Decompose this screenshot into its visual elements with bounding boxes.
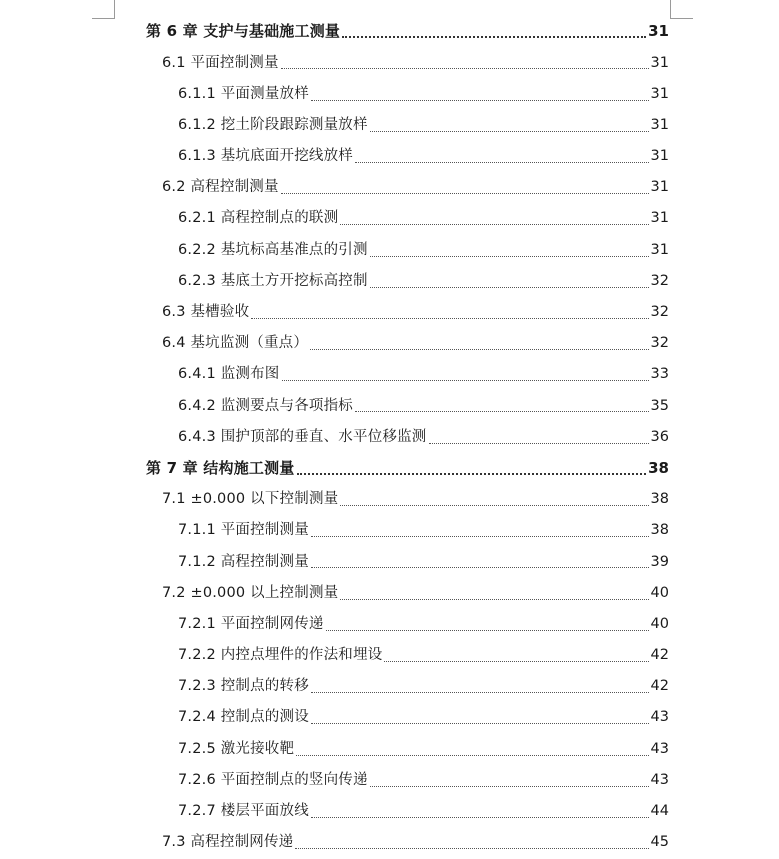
toc-entry-title: 7.2.3 控制点的转移 bbox=[178, 678, 309, 695]
toc-dot-leader bbox=[296, 755, 648, 756]
toc-page-number: 43 bbox=[650, 709, 669, 726]
toc-dot-leader bbox=[281, 193, 649, 194]
toc-entry-title: 7.2 ±0.000 以上控制测量 bbox=[162, 584, 339, 601]
toc-page-number: 39 bbox=[650, 553, 669, 570]
toc-dot-leader bbox=[429, 443, 649, 444]
toc-entry-9[interactable] bbox=[0, 297, 779, 328]
toc-page-number: 32 bbox=[650, 335, 669, 352]
toc-entry-title: 7.1.2 高程控制测量 bbox=[178, 553, 309, 570]
toc-entry-title: 7.2.7 楼层平面放线 bbox=[178, 803, 309, 820]
toc-entry-14[interactable] bbox=[0, 453, 779, 484]
toc-page-number: 31 bbox=[650, 241, 669, 258]
toc-dot-leader bbox=[340, 599, 648, 600]
toc-dot-leader bbox=[297, 473, 647, 475]
toc-entry-4[interactable] bbox=[0, 141, 779, 172]
toc-entry-1[interactable] bbox=[0, 47, 779, 78]
toc-page-number: 31 bbox=[650, 116, 669, 133]
toc-dot-leader bbox=[310, 349, 648, 350]
toc-entry-26[interactable] bbox=[0, 827, 779, 858]
toc-dot-leader bbox=[282, 380, 649, 381]
toc-dot-leader bbox=[370, 131, 649, 132]
toc-page-number: 45 bbox=[650, 834, 669, 851]
toc-entry-title: 7.2.4 控制点的测设 bbox=[178, 709, 309, 726]
toc-entry-title: 6.3 基槽验收 bbox=[162, 304, 250, 321]
toc-entry-title: 6.1 平面控制测量 bbox=[162, 54, 279, 71]
toc-dot-leader bbox=[370, 256, 649, 257]
toc-page-number: 31 bbox=[650, 210, 669, 227]
toc-entry-7[interactable] bbox=[0, 234, 779, 265]
toc-page-number: 42 bbox=[650, 647, 669, 664]
toc-entry-title: 7.3 高程控制网传递 bbox=[162, 834, 294, 851]
toc-entry-title: 6.2.2 基坑标高基准点的引测 bbox=[178, 241, 368, 258]
toc-entry-24[interactable] bbox=[0, 765, 779, 796]
toc-entry-title: 6.1.2 挖土阶段跟踪测量放样 bbox=[178, 116, 368, 133]
toc-page-number: 31 bbox=[650, 85, 669, 102]
toc-entry-12[interactable] bbox=[0, 390, 779, 421]
toc-entry-23[interactable] bbox=[0, 733, 779, 764]
toc-entry-6[interactable] bbox=[0, 203, 779, 234]
toc-entry-title: 6.2 高程控制测量 bbox=[162, 179, 279, 196]
toc-page-number: 38 bbox=[648, 458, 669, 477]
toc-entry-8[interactable] bbox=[0, 266, 779, 297]
toc-page-number: 43 bbox=[650, 771, 669, 788]
toc-dot-leader bbox=[370, 287, 649, 288]
toc-entry-title: 7.2.6 平面控制点的竖向传递 bbox=[178, 771, 368, 788]
toc-page-number: 40 bbox=[650, 584, 669, 601]
toc-dot-leader bbox=[355, 411, 649, 412]
toc-dot-leader bbox=[384, 661, 648, 662]
toc-dot-leader bbox=[295, 848, 648, 849]
toc-entry-title: 第 6 章 支护与基础施工测量 bbox=[146, 22, 341, 41]
toc-dot-leader bbox=[281, 68, 649, 69]
toc-page-number: 36 bbox=[650, 428, 669, 445]
toc-page-number: 40 bbox=[650, 615, 669, 632]
toc-entry-title: 7.1 ±0.000 以下控制测量 bbox=[162, 491, 339, 508]
toc-dot-leader bbox=[251, 318, 648, 319]
toc-page-number: 38 bbox=[650, 522, 669, 539]
toc-entry-2[interactable] bbox=[0, 78, 779, 109]
toc-page-number: 33 bbox=[650, 366, 669, 383]
toc-entry-18[interactable] bbox=[0, 577, 779, 608]
toc-entry-title: 6.4 基坑监测（重点） bbox=[162, 335, 309, 352]
toc-entry-title: 6.1.3 基坑底面开挖线放样 bbox=[178, 148, 354, 165]
toc-entry-22[interactable] bbox=[0, 702, 779, 733]
toc-dot-leader bbox=[355, 162, 649, 163]
toc-entry-title: 7.2.1 平面控制网传递 bbox=[178, 615, 324, 632]
toc-entry-3[interactable] bbox=[0, 110, 779, 141]
toc-entry-title: 6.2.3 基底土方开挖标高控制 bbox=[178, 272, 368, 289]
toc-entry-title: 7.2.5 激光接收靶 bbox=[178, 740, 295, 757]
toc-page-number: 35 bbox=[650, 397, 669, 414]
toc-page-number: 31 bbox=[648, 22, 669, 41]
toc-page-number: 42 bbox=[650, 678, 669, 695]
toc-entry-title: 7.1.1 平面控制测量 bbox=[178, 522, 309, 539]
toc-page-number: 31 bbox=[650, 54, 669, 71]
toc-page-number: 38 bbox=[650, 491, 669, 508]
toc-entry-17[interactable] bbox=[0, 546, 779, 577]
toc-dot-leader bbox=[340, 224, 648, 225]
toc-entry-25[interactable] bbox=[0, 796, 779, 827]
toc-dot-leader bbox=[311, 567, 649, 568]
toc-page-number: 43 bbox=[650, 740, 669, 757]
toc-page-number: 31 bbox=[650, 179, 669, 196]
toc-entry-title: 6.4.1 监测布图 bbox=[178, 366, 280, 383]
toc-page-number: 32 bbox=[650, 272, 669, 289]
toc-entry-5[interactable] bbox=[0, 172, 779, 203]
toc-entry-title: 6.4.3 围护顶部的垂直、水平位移监测 bbox=[178, 428, 427, 445]
toc-entry-title: 第 7 章 结构施工测量 bbox=[146, 458, 295, 477]
toc-dot-leader bbox=[342, 36, 646, 38]
toc-dot-leader bbox=[311, 723, 649, 724]
table-of-contents bbox=[0, 16, 779, 858]
toc-entry-20[interactable] bbox=[0, 640, 779, 671]
toc-page-number: 44 bbox=[650, 803, 669, 820]
toc-entry-11[interactable] bbox=[0, 359, 779, 390]
toc-entry-19[interactable] bbox=[0, 609, 779, 640]
toc-entry-16[interactable] bbox=[0, 515, 779, 546]
toc-entry-title: 6.2.1 高程控制点的联测 bbox=[178, 210, 339, 227]
toc-entry-0[interactable] bbox=[0, 16, 779, 47]
toc-dot-leader bbox=[311, 100, 649, 101]
toc-dot-leader bbox=[370, 786, 649, 787]
toc-dot-leader bbox=[340, 505, 648, 506]
toc-entry-15[interactable] bbox=[0, 484, 779, 515]
toc-dot-leader bbox=[311, 692, 649, 693]
toc-dot-leader bbox=[311, 536, 649, 537]
toc-dot-leader bbox=[326, 630, 649, 631]
toc-page-number: 31 bbox=[650, 148, 669, 165]
toc-entry-21[interactable] bbox=[0, 671, 779, 702]
toc-entry-title: 6.4.2 监测要点与各项指标 bbox=[178, 397, 354, 414]
toc-dot-leader bbox=[311, 817, 649, 818]
toc-entry-10[interactable] bbox=[0, 328, 779, 359]
toc-entry-title: 6.1.1 平面测量放样 bbox=[178, 85, 309, 102]
toc-page-number: 32 bbox=[650, 304, 669, 321]
toc-entry-title: 7.2.2 内控点埋件的作法和埋设 bbox=[178, 647, 383, 664]
toc-entry-13[interactable] bbox=[0, 421, 779, 452]
